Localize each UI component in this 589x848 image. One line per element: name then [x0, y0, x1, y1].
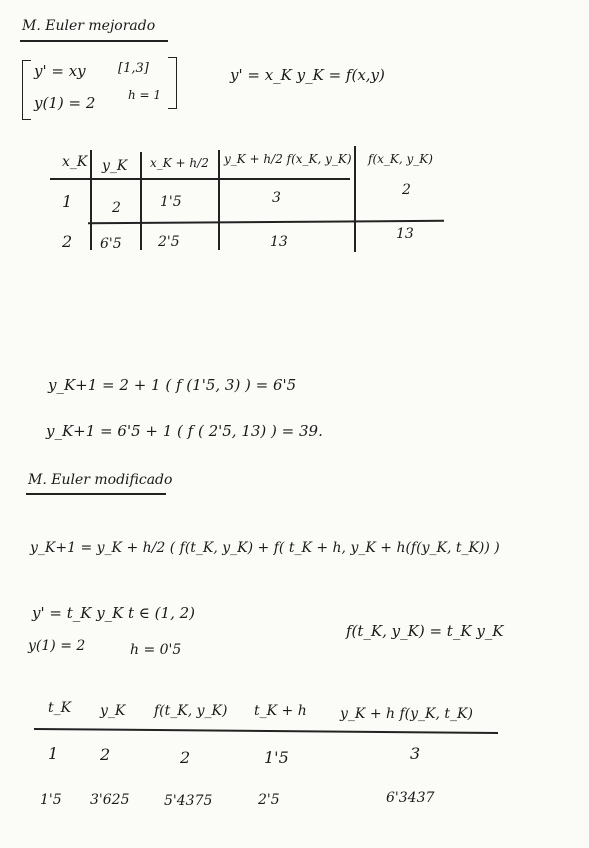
- table2-r0-c3: 1'5: [264, 748, 289, 767]
- table2-header-0: t_K: [48, 700, 72, 716]
- section1-eq2: y(1) = 2: [34, 94, 96, 112]
- table1-r1-c1: 6'5: [100, 236, 122, 252]
- table1-r1-c2: 2'5: [158, 234, 180, 250]
- section2-eq1: y' = t_K y_K: [32, 604, 124, 622]
- section2-eq2: y(1) = 2: [28, 638, 86, 654]
- section2-h: h = 0'5: [130, 642, 182, 658]
- table2-r1-c0: 1'5: [40, 792, 62, 808]
- table1-r0-c1: 2: [112, 200, 121, 216]
- section2-formula: y_K+1 = y_K + h/2 ( f(t_K, y_K) + f( t_K + h, y_K + h(f(y_K, t_K)) ): [30, 540, 500, 556]
- table1-col-divider-2: [140, 152, 142, 250]
- section1-title: M. Euler mejorado: [22, 18, 156, 34]
- table1-r1-c3: 13: [270, 234, 288, 250]
- table1-r0-c2: 1'5: [160, 194, 182, 210]
- table1-r1-c4: 13: [396, 226, 414, 242]
- table1-header-0: x_K: [62, 154, 88, 170]
- table2-r0-c1: 2: [100, 745, 111, 764]
- table1-r0-c0: 1: [62, 192, 73, 211]
- table1-header-3: y_K + h/2 f(x_K, y_K): [224, 152, 352, 166]
- section1-calc2: y_K+1 = 6'5 + 1 ( f ( 2'5, 13) ) = 39.: [46, 422, 323, 440]
- section2-interval: t ∈ (1, 2): [128, 604, 195, 622]
- table1-col-divider-3: [218, 150, 220, 250]
- table2-r1-c2: 5'4375: [164, 793, 213, 809]
- table2-header-2: f(t_K, y_K): [154, 703, 228, 719]
- system-left-bracket: [22, 60, 31, 120]
- section2-title-underline: [26, 493, 166, 495]
- table1-col-divider-1: [90, 150, 92, 250]
- section2-fdef: f(t_K, y_K) = t_K y_K: [346, 622, 504, 640]
- section2-title: M. Euler modificado: [28, 472, 173, 488]
- section1-calc1: y_K+1 = 2 + 1 ( f (1'5, 3) ) = 6'5: [48, 376, 297, 394]
- table1-header-rule: [50, 178, 350, 180]
- table2-r1-c1: 3'625: [90, 792, 130, 808]
- table1-header-2: x_K + h/2: [150, 156, 209, 170]
- table1-col-divider-4: [354, 146, 356, 252]
- section1-h: h = 1: [128, 88, 162, 102]
- table2-r1-c3: 2'5: [258, 792, 280, 808]
- table1-r0-c4: 2: [402, 182, 411, 198]
- table2-r0-c2: 2: [180, 748, 191, 767]
- table2-r1-c4: 6'3437: [386, 790, 435, 806]
- section1-title-underline: [20, 40, 168, 42]
- section1-fdef: y' = x_K y_K = f(x,y): [230, 66, 385, 84]
- table1-r1-c0: 2: [62, 232, 73, 251]
- system-right-bracket: [168, 57, 177, 109]
- table2-header-3: t_K + h: [254, 703, 307, 719]
- table2-r0-c4: 3: [410, 744, 421, 763]
- table1-header-1: y_K: [102, 158, 128, 174]
- table2-r0-c0: 1: [48, 744, 59, 763]
- section1-eq1: y' = xy: [34, 62, 86, 80]
- table2-header-1: y_K: [100, 703, 126, 719]
- table1-header-4: f(x_K, y_K): [368, 152, 433, 166]
- table1-r0-c3: 3: [272, 190, 281, 206]
- table2-header-4: y_K + h f(y_K, t_K): [340, 706, 473, 722]
- table2-header-rule: [34, 728, 498, 734]
- section1-interval: [1,3]: [118, 61, 149, 76]
